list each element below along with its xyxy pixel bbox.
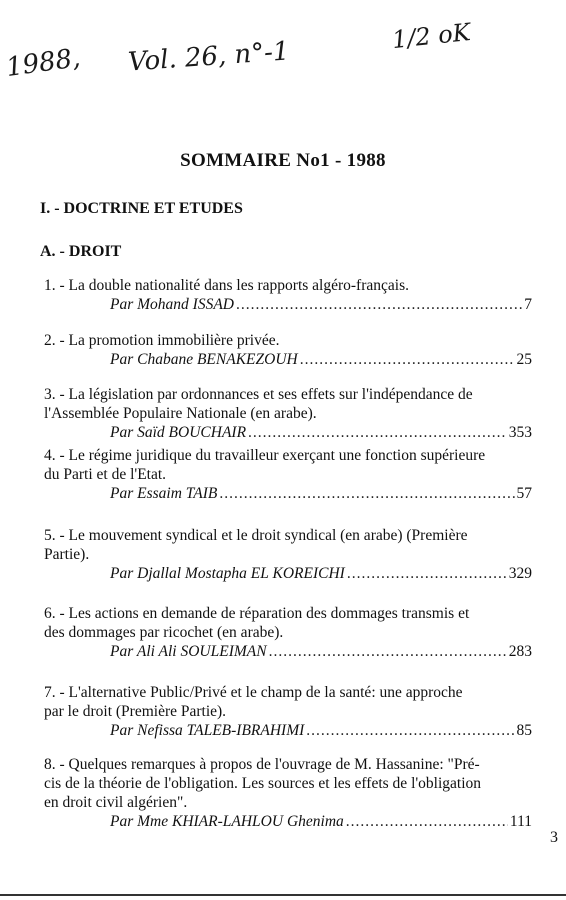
dot-leader — [236, 295, 522, 314]
toc-entry-title-line: 8. - Quelques remarques à propos de l'ouvrage de M. Hassanine: "Pré- — [44, 756, 480, 773]
toc-entry — [44, 331, 532, 369]
toc-entry-page: 353 — [508, 424, 532, 441]
bottom-rule — [0, 894, 566, 896]
toc-entry-title-line: 1. - La double nationalité dans les rapports algéro-français. — [44, 277, 409, 294]
handwritten-note: 1/2 oK — [390, 17, 472, 55]
toc-entry-author-row — [44, 812, 532, 831]
toc-entry-author: Par Mohand ISSAD — [110, 296, 234, 313]
toc-entry-author-row — [44, 295, 532, 314]
toc-entry — [44, 276, 532, 314]
toc-entry-title-line: des dommages par ricochet (en arabe). — [44, 624, 284, 641]
toc-entry-title-line: 5. - Le mouvement syndical et le droit syndical (en arabe) (Première — [44, 527, 468, 544]
toc-entry-author: Par Nefissa TALEB-IBRAHIMI — [110, 722, 305, 739]
subsection-heading: A. - DROIT — [40, 243, 122, 260]
toc-entry-title-line: 2. - La promotion immobilière privée. — [44, 332, 280, 349]
dot-leader — [248, 423, 507, 442]
page-number: 3 — [550, 829, 558, 846]
toc-entry-author: Par Djallal Mostapha EL KOREICHI — [110, 565, 345, 582]
toc-entry-author: Par Ali Ali SOULEIMAN — [110, 643, 267, 660]
toc-entry — [44, 526, 532, 583]
toc-entry-page: 329 — [508, 565, 532, 582]
toc-entry-title-line: cis de la théorie de l'obligation. Les sources et les effets de l'obligation — [44, 775, 482, 792]
toc-entry-page: 283 — [508, 643, 532, 660]
toc-entry — [44, 604, 532, 661]
dot-leader — [269, 642, 507, 661]
toc-entry-author: Par Saïd BOUCHAIR — [110, 424, 247, 441]
toc-entry-page: 85 — [516, 722, 532, 739]
page-title: SOMMAIRE No1 - 1988 — [180, 150, 386, 171]
toc-entry-author-row — [44, 564, 532, 583]
toc-entry-title-line: du Parti et de l'Etat. — [44, 466, 167, 483]
handwritten-volume: Vol. 26, n°-1 — [127, 36, 291, 78]
toc-entry-title-line: en droit civil algérien". — [44, 794, 188, 811]
toc-entry-author: Par Chabane BENAKEZOUH — [110, 351, 298, 368]
handwritten-year: 1988, — [4, 42, 83, 84]
toc-entry-page: 7 — [524, 296, 532, 313]
toc-entry-author: Par Mme KHIAR-LAHLOU Ghenima — [110, 813, 344, 830]
dot-leader — [306, 721, 514, 740]
toc-entry-title-line: l'Assemblée Populaire Nationale (en arabe). — [44, 405, 317, 422]
toc-entry — [44, 385, 532, 442]
toc-entry-title-line: Partie). — [44, 546, 90, 563]
toc-entry-author-row — [44, 484, 532, 503]
toc-entry-author-row — [44, 642, 532, 661]
toc-entry-title-line: 7. - L'alternative Public/Privé et le champ de la santé: une approche — [44, 684, 463, 701]
dot-leader — [219, 484, 514, 503]
toc-entry — [44, 683, 532, 740]
dot-leader — [300, 350, 515, 369]
toc-entry-author-row — [44, 721, 532, 740]
dot-leader — [347, 564, 507, 583]
toc-entry-author: Par Essaim TAIB — [110, 485, 218, 502]
toc-entry-author-row — [44, 350, 532, 369]
toc-entry — [44, 755, 532, 831]
section-heading: I. - DOCTRINE ET ETUDES — [40, 200, 243, 217]
toc-entry-author-row — [44, 423, 532, 442]
toc-entry-title-line: par le droit (Première Partie). — [44, 703, 227, 720]
dot-leader — [346, 812, 508, 831]
toc-entry-page: 25 — [516, 351, 532, 368]
toc-entry-title-line: 6. - Les actions en demande de réparation des dommages transmis et — [44, 605, 470, 622]
toc-entry-title-line: 3. - La législation par ordonnances et ses effets sur l'indépendance de — [44, 386, 473, 403]
toc-entry — [44, 446, 532, 503]
toc-entry-page: 111 — [509, 813, 532, 830]
toc-entry-title-line: 4. - Le régime juridique du travailleur exerçant une fonction supérieure — [44, 447, 486, 464]
toc-entry-page: 57 — [516, 485, 532, 502]
